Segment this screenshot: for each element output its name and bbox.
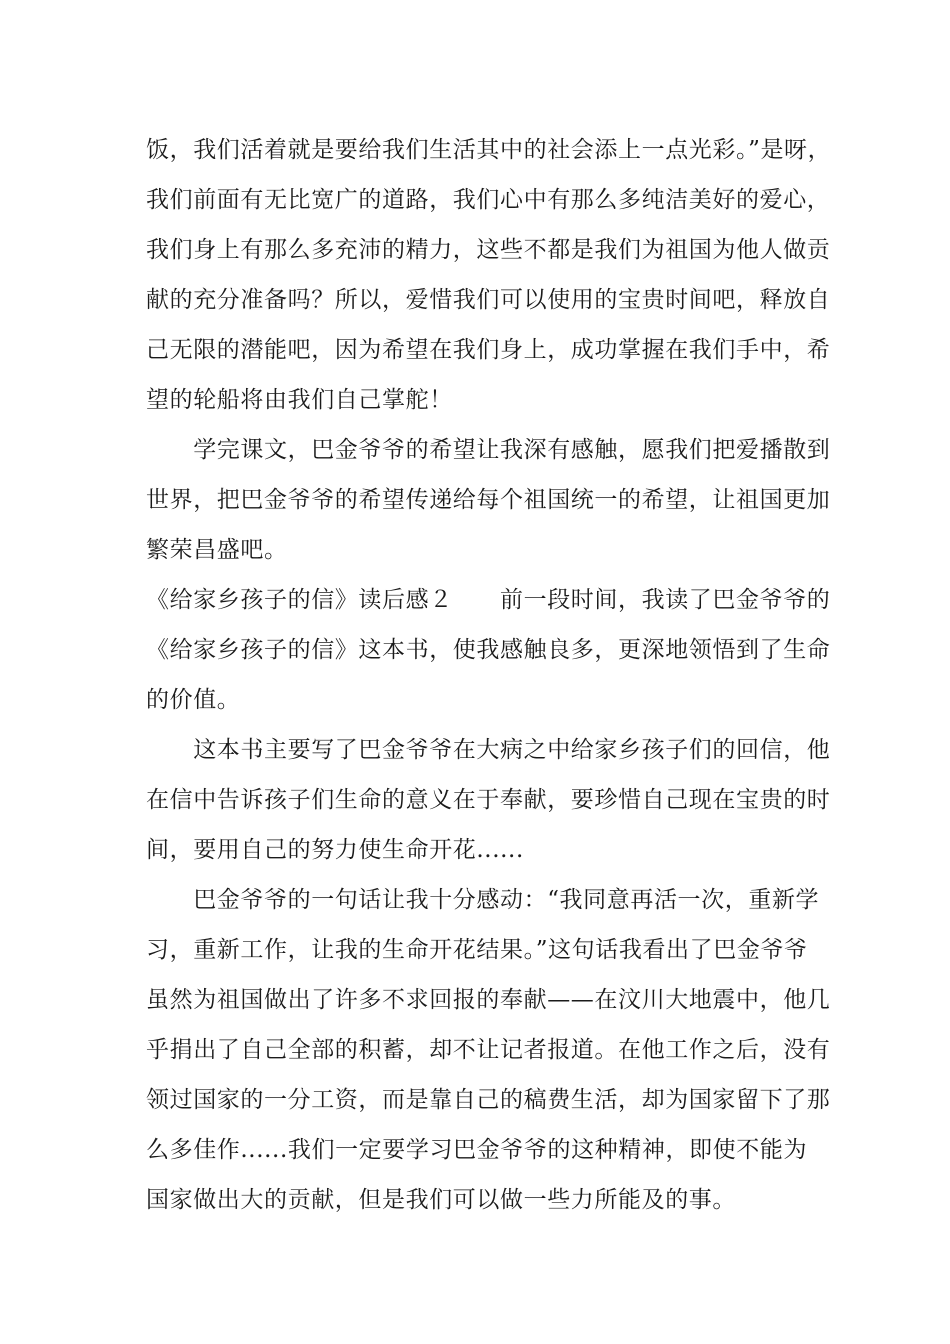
text-line: 学完课文，巴金爷爷的希望让我深有感触，愿我们把爱播散到	[146, 437, 831, 463]
text-line: 习，重新工作，让我的生命开花结果。”这句话我看出了巴金爷爷	[146, 937, 808, 963]
text-line: 《给家乡孩子的信》读后感２ 前一段时间，我读了巴金爷爷的	[146, 587, 831, 613]
text-line: 这本书主要写了巴金爷爷在大病之中给家乡孩子们的回信，他	[146, 737, 831, 763]
text-line: 在信中告诉孩子们生命的意义在于奉献，要珍惜自己现在宝贵的时	[146, 787, 831, 813]
text-line: 么多佳作......我们一定要学习巴金爷爷的这种精神，即使不能为	[146, 1137, 808, 1163]
text-line: 国家做出大的贡献，但是我们可以做一些力所能及的事。	[146, 1187, 736, 1213]
text-line: 献的充分准备吗？所以，爱惜我们可以使用的宝贵时间吧，释放自	[146, 287, 831, 313]
text-line: 我们身上有那么多充沛的精力，这些不都是我们为祖国为他人做贡	[146, 237, 831, 263]
text-line: 望的轮船将由我们自己掌舵！	[146, 387, 453, 413]
text-line: 的价值。	[146, 687, 241, 713]
text-line: 领过国家的一分工资，而是靠自己的稿费生活，却为国家留下了那	[146, 1087, 831, 1113]
text-line: 《给家乡孩子的信》这本书，使我感触良多，更深地领悟到了生命	[146, 637, 831, 663]
text-line: 乎捐出了自己全部的积蓄，却不让记者报道。在他工作之后，没有	[146, 1037, 831, 1063]
text-line: 饭，我们活着就是要给我们生活其中的社会添上一点光彩。”是呀，	[146, 137, 832, 163]
text-line: 我们前面有无比宽广的道路，我们心中有那么多纯洁美好的爱心，	[146, 187, 831, 213]
text-line: 己无限的潜能吧，因为希望在我们身上，成功掌握在我们手中，希	[146, 337, 831, 363]
text-line: 巴金爷爷的一句话让我十分感动：“我同意再活一次，重新学	[146, 887, 820, 913]
text-line: 世界，把巴金爷爷的希望传递给每个祖国统一的希望，让祖国更加	[146, 487, 831, 513]
text-line: 间，要用自己的努力使生命开花......	[146, 837, 524, 863]
text-line: 虽然为祖国做出了许多不求回报的奉献——在汶川大地震中，他几	[146, 987, 831, 1013]
text-line: 繁荣昌盛吧。	[146, 537, 288, 563]
